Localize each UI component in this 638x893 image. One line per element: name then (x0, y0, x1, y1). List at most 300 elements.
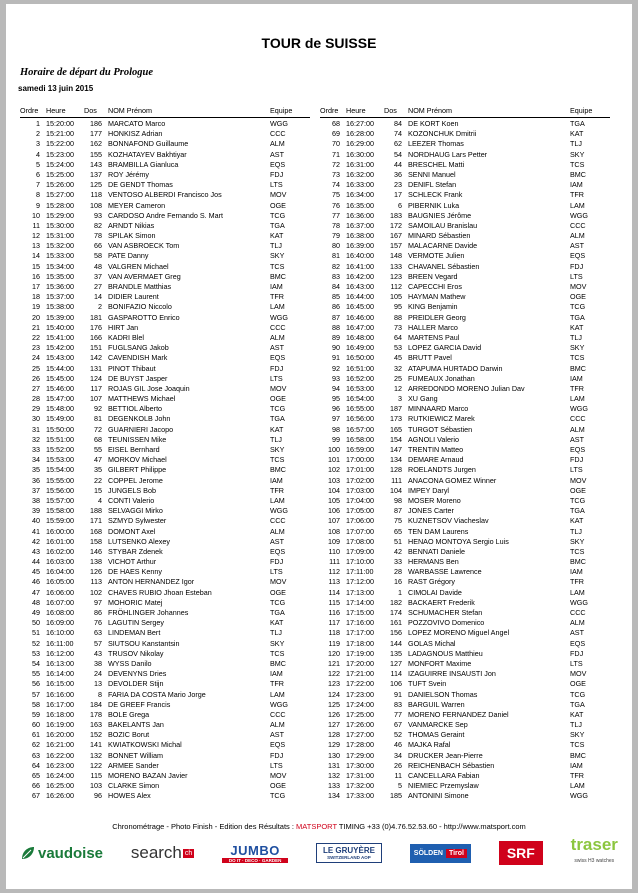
table-row (20, 516, 310, 526)
cell-ordre: 69 (332, 129, 340, 139)
cell-equipe: TCS (570, 740, 585, 750)
cell-equipe: EQS (270, 353, 286, 363)
cell-ordre: 133 (328, 781, 340, 791)
cell-heure: 16:42:00 (346, 271, 374, 281)
cell-ordre: 126 (328, 709, 340, 719)
table-row (320, 364, 610, 374)
cell-heure: 17:15:00 (346, 608, 374, 617)
cell-heure: 15:55:00 (46, 475, 74, 485)
header-ordre: Ordre (320, 106, 339, 115)
cell-equipe: TFR (270, 292, 284, 302)
table-row (320, 547, 610, 557)
cell-ordre: 109 (328, 536, 340, 546)
cell-dos: 67 (394, 720, 402, 730)
cell-heure: 16:28:00 (346, 129, 374, 139)
cell-nom: BARGUIL Warren (408, 699, 465, 709)
cell-dos: 181 (90, 312, 102, 322)
cell-ordre: 50 (32, 618, 40, 628)
cell-equipe: EQS (270, 740, 286, 750)
cell-dos: 24 (94, 669, 102, 679)
table-row (320, 527, 610, 537)
cell-heure: 16:49:00 (346, 343, 374, 353)
cell-dos: 183 (390, 210, 402, 220)
header-nom: NOM Prénom (108, 106, 152, 115)
cell-heure: 15:51:00 (46, 434, 74, 444)
cell-equipe: OGE (270, 587, 286, 597)
cell-ordre: 82 (332, 261, 340, 271)
cell-dos: 26 (394, 760, 402, 770)
table-row (20, 241, 310, 251)
cell-nom: BRUTT Pavel (408, 353, 452, 363)
gruyere-subline: SWITZERLAND AOP (327, 855, 371, 860)
cell-nom: DANIELSON Thomas (408, 689, 478, 699)
cell-equipe: TCG (270, 791, 286, 801)
table-row (320, 567, 610, 577)
cell-nom: PATE Danny (108, 251, 149, 261)
cell-equipe: TFR (570, 383, 584, 393)
cell-heure: 16:19:00 (46, 720, 74, 730)
cell-heure: 16:56:00 (346, 414, 374, 424)
table-row (20, 231, 310, 241)
cell-nom: BENNATI Daniele (408, 546, 465, 556)
cell-nom: BONIFAZIO Niccolo (108, 302, 172, 312)
cell-nom: VERMOTE Julien (408, 251, 465, 261)
cell-ordre: 115 (328, 597, 340, 607)
table-row (20, 618, 310, 628)
cell-dos: 13 (94, 679, 102, 689)
table-row (320, 771, 610, 781)
cell-heure: 16:55:00 (346, 404, 374, 414)
table-row (320, 496, 610, 506)
cell-nom: TUFT Svein (408, 679, 447, 689)
cell-nom: MORENO FERNANDEZ Daniel (408, 709, 509, 719)
cell-heure: 16:44:00 (346, 292, 374, 302)
cell-heure: 16:09:00 (46, 618, 74, 628)
cell-nom: MINARD Sébastien (408, 231, 471, 241)
cell-ordre: 21 (32, 322, 40, 332)
cell-heure: 16:33:00 (346, 180, 374, 190)
cell-ordre: 96 (332, 404, 340, 414)
cell-dos: 176 (90, 322, 102, 332)
cell-nom: TEN DAM Laurens (408, 526, 469, 536)
cell-dos: 184 (90, 699, 102, 709)
cell-ordre: 32 (32, 434, 40, 444)
cell-equipe: SKY (570, 149, 585, 159)
table-row (320, 302, 610, 312)
cell-heure: 17:16:00 (346, 618, 374, 628)
cell-heure: 16:21:00 (46, 740, 74, 750)
cell-ordre: 22 (32, 332, 40, 342)
table-row (320, 425, 610, 435)
cell-ordre: 60 (32, 720, 40, 730)
cell-dos: 73 (394, 322, 402, 332)
cell-dos: 166 (90, 332, 102, 342)
cell-equipe: TLJ (570, 332, 582, 342)
cell-nom: PREIDLER Georg (408, 312, 466, 322)
start-list (20, 106, 618, 816)
cell-nom: BRESCHEL Matti (408, 159, 465, 169)
cell-equipe: EQS (570, 251, 586, 261)
cell-equipe: SKY (570, 536, 585, 546)
cell-dos: 186 (90, 119, 102, 128)
cell-heure: 17:05:00 (346, 506, 374, 516)
cell-nom: BAUGNIES Jérôme (408, 210, 472, 220)
cell-equipe: CCC (270, 516, 286, 526)
sponsor-bar (20, 835, 618, 871)
cell-heure: 16:34:00 (346, 190, 374, 200)
cell-nom: LUTSENKO Alexey (108, 536, 170, 546)
table-row (320, 129, 610, 139)
cell-nom: NORDHAUG Lars Petter (408, 149, 488, 159)
table-row (20, 302, 310, 312)
cell-ordre: 94 (332, 383, 340, 393)
cell-dos: 36 (394, 169, 402, 179)
cell-heure: 17:22:00 (346, 679, 374, 689)
cell-equipe: TLJ (570, 139, 582, 149)
cell-equipe: LTS (270, 180, 283, 190)
cell-ordre: 74 (332, 180, 340, 190)
cell-heure: 15:44:00 (46, 363, 74, 373)
table-row (20, 496, 310, 506)
cell-equipe: MOV (270, 771, 287, 780)
cell-nom: DENIFL Stefan (408, 180, 457, 190)
cell-nom: KADRI Blel (108, 332, 144, 342)
cell-equipe: AST (270, 149, 284, 159)
cell-ordre: 95 (332, 394, 340, 404)
cell-ordre: 88 (332, 322, 340, 332)
cell-dos: 37 (94, 271, 102, 281)
cell-heure: 17:18:00 (346, 638, 374, 648)
cell-heure: 17:28:00 (346, 740, 374, 750)
cell-ordre: 71 (332, 149, 340, 159)
cell-heure: 17:27:00 (346, 730, 374, 740)
cell-ordre: 24 (32, 353, 40, 363)
cell-ordre: 120 (328, 648, 340, 658)
cell-equipe: MOV (570, 475, 587, 485)
cell-ordre: 12 (32, 231, 40, 241)
cell-heure: 15:43:00 (46, 353, 74, 363)
table-body (20, 119, 310, 802)
cell-nom: COPPEL Jerome (108, 475, 163, 485)
cell-equipe: ALM (270, 139, 285, 149)
cell-dos: 57 (94, 638, 102, 648)
cell-heure: 16:23:00 (46, 760, 74, 770)
table-row (20, 211, 310, 221)
table-row (320, 404, 610, 414)
table-row (20, 180, 310, 190)
cell-ordre: 90 (332, 343, 340, 353)
cell-dos: 142 (90, 353, 102, 363)
cell-ordre: 49 (32, 608, 40, 617)
table-row (20, 139, 310, 149)
cell-heure: 16:58:00 (346, 434, 374, 444)
sponsor-traser (571, 837, 618, 869)
table-row (320, 139, 610, 149)
cell-nom: HOWES Alex (108, 791, 151, 801)
cell-heure: 17:06:00 (346, 516, 374, 526)
cell-ordre: 86 (332, 302, 340, 312)
cell-dos: 65 (394, 526, 402, 536)
cell-nom: CARDOSO Andre Fernando S. Mart (108, 210, 224, 220)
cell-ordre: 10 (32, 210, 40, 220)
cell-ordre: 112 (328, 567, 340, 577)
cell-equipe: TCG (270, 210, 286, 220)
leaf-icon (20, 845, 36, 861)
cell-equipe: WGG (270, 699, 288, 709)
cell-dos: 27 (94, 282, 102, 291)
cell-equipe: IAM (570, 567, 583, 577)
table-row (320, 476, 610, 486)
cell-nom: GASPAROTTO Enrico (108, 312, 180, 322)
cell-equipe: KAT (570, 709, 584, 719)
table-header (20, 106, 310, 118)
cell-dos: 157 (390, 241, 402, 251)
cell-dos: 148 (390, 251, 402, 261)
cell-ordre: 87 (332, 312, 340, 322)
table-row (320, 170, 610, 180)
cell-equipe: OGE (270, 200, 286, 210)
cell-heure: 17:00:00 (346, 455, 374, 465)
cell-dos: 146 (90, 546, 102, 556)
cell-equipe: TFR (570, 577, 584, 587)
cell-equipe: TCG (570, 495, 586, 505)
cell-heure: 15:40:00 (46, 322, 74, 332)
cell-dos: 165 (390, 424, 402, 434)
cell-dos: 6 (398, 200, 402, 210)
cell-dos: 171 (90, 516, 102, 526)
cell-equipe: LAM (270, 302, 285, 312)
cell-ordre: 84 (332, 282, 340, 291)
cell-heure: 17:20:00 (346, 658, 374, 668)
cell-heure: 15:36:00 (46, 282, 74, 291)
cell-equipe: OGE (570, 485, 586, 495)
cell-nom: SELVAGGI Mirko (108, 506, 163, 516)
tirol-tag: Tirol (446, 849, 467, 858)
cell-nom: LOPEZ MORENO Miguel Angel (408, 628, 510, 638)
cell-heure: 17:04:00 (346, 495, 374, 505)
cell-nom: RAST Grégory (408, 577, 455, 587)
cell-equipe: IAM (270, 669, 283, 679)
cell-nom: KUZNETSOV Viacheslav (408, 516, 489, 526)
cell-dos: 133 (390, 261, 402, 271)
cell-equipe: TCG (270, 404, 286, 414)
cell-dos: 141 (90, 740, 102, 750)
cell-equipe: EQS (570, 445, 586, 454)
cell-equipe: BMC (270, 465, 286, 475)
cell-equipe: CCC (570, 608, 586, 617)
cell-equipe: OGE (270, 394, 286, 404)
cell-heure: 16:41:00 (346, 261, 374, 271)
cell-equipe: LTS (270, 760, 283, 770)
table-row (20, 781, 310, 791)
cell-equipe: TCS (270, 261, 285, 271)
cell-ordre: 99 (332, 434, 340, 444)
cell-equipe: TLJ (570, 526, 582, 536)
cell-nom: DRUCKER Jean-Pierre (408, 750, 483, 760)
cell-nom: DEMARE Arnaud (408, 455, 464, 465)
table-row (20, 771, 310, 781)
cell-heure: 17:30:00 (346, 760, 374, 770)
table-row (320, 618, 610, 628)
table-row (320, 720, 610, 730)
cell-heure: 16:13:00 (46, 658, 74, 668)
cell-heure: 16:54:00 (346, 394, 374, 404)
table-row (320, 710, 610, 720)
cell-equipe: CCC (570, 220, 586, 230)
table-body (320, 119, 610, 802)
cell-ordre: 19 (32, 302, 40, 312)
cell-nom: FRÖHLINGER Johannes (108, 608, 189, 617)
cell-ordre: 38 (32, 495, 40, 505)
cell-heure: 15:21:00 (46, 129, 74, 139)
table-row (20, 690, 310, 700)
cell-nom: LOPEZ GARCIA David (408, 343, 482, 353)
cell-ordre: 89 (332, 332, 340, 342)
header-dos: Dos (384, 106, 397, 115)
cell-heure: 16:15:00 (46, 679, 74, 689)
cell-dos: 151 (90, 343, 102, 353)
cell-ordre: 4 (36, 149, 40, 159)
document-page (6, 4, 632, 889)
cell-heure: 16:12:00 (46, 648, 74, 658)
cell-nom: DEVENYNS Dries (108, 669, 167, 679)
cell-dos: 182 (390, 597, 402, 607)
cell-equipe: TLJ (270, 241, 282, 251)
cell-dos: 48 (94, 261, 102, 271)
cell-equipe: TGA (570, 119, 585, 128)
cell-heure: 16:53:00 (346, 383, 374, 393)
cell-equipe: FDJ (270, 557, 284, 567)
cell-ordre: 73 (332, 169, 340, 179)
cell-nom: VANMARCKE Sep (408, 720, 468, 730)
cell-ordre: 42 (32, 536, 40, 546)
cell-nom: RUTKIEWICZ Marek (408, 414, 475, 424)
cell-ordre: 28 (32, 394, 40, 404)
cell-equipe: AST (270, 343, 284, 353)
table-row (320, 537, 610, 547)
cell-nom: CIMOLAI Davide (408, 587, 462, 597)
cell-equipe: CCC (270, 322, 286, 332)
cell-nom: DE KORT Koen (408, 119, 459, 128)
cell-heure: 17:25:00 (346, 709, 374, 719)
cell-equipe: AST (570, 628, 584, 638)
cell-equipe: WGG (270, 119, 288, 128)
start-table-right (320, 106, 610, 802)
jumbo-tagline: DO IT · DECO · GARDEN (222, 858, 288, 863)
cell-dos: 52 (394, 730, 402, 740)
cell-nom: MORENO BAZAN Javier (108, 771, 188, 780)
cell-nom: MINNAARD Marco (408, 404, 469, 414)
cell-heure: 15:59:00 (46, 516, 74, 526)
cell-ordre: 7 (36, 180, 40, 190)
cell-ordre: 107 (328, 516, 340, 526)
srf-wordmark: SRF (506, 845, 535, 861)
cell-dos: 106 (390, 679, 402, 689)
cell-dos: 108 (90, 200, 102, 210)
table-row (320, 201, 610, 211)
cell-heure: 15:41:00 (46, 332, 74, 342)
cell-dos: 177 (90, 129, 102, 139)
cell-dos: 72 (94, 424, 102, 434)
cell-ordre: 40 (32, 516, 40, 526)
cell-heure: 15:39:00 (46, 312, 74, 322)
table-row (20, 608, 310, 618)
cell-ordre: 91 (332, 353, 340, 363)
cell-ordre: 113 (328, 577, 340, 587)
cell-nom: CHAVES RUBIO Jhoan Esteban (108, 587, 212, 597)
cell-ordre: 17 (32, 282, 40, 291)
cell-heure: 17:17:00 (346, 628, 374, 638)
cell-dos: 104 (390, 485, 402, 495)
cell-ordre: 25 (32, 363, 40, 373)
cell-dos: 76 (94, 618, 102, 628)
cell-nom: STYBAR Zdenek (108, 546, 163, 556)
cell-nom: MOHORIC Matej (108, 597, 163, 607)
cell-nom: DEGENKOLB John (108, 414, 171, 424)
cell-ordre: 64 (32, 760, 40, 770)
cell-equipe: LTS (270, 567, 283, 577)
header-ordre: Ordre (20, 106, 39, 115)
cell-ordre: 5 (36, 159, 40, 169)
cell-dos: 68 (94, 434, 102, 444)
table-row (320, 740, 610, 750)
cell-ordre: 31 (32, 424, 40, 434)
cell-heure: 15:35:00 (46, 271, 74, 281)
cell-ordre: 122 (328, 669, 340, 679)
cell-equipe: WGG (570, 597, 588, 607)
cell-dos: 185 (390, 791, 402, 801)
cell-heure: 17:13:00 (346, 587, 374, 597)
cell-nom: MARTENS Paul (408, 332, 460, 342)
table-row (20, 414, 310, 424)
cell-heure: 17:10:00 (346, 557, 374, 567)
cell-heure: 16:04:00 (46, 567, 74, 577)
cell-heure: 16:24:00 (46, 771, 74, 780)
page-title: TOUR de SUISSE (261, 35, 377, 51)
table-row (20, 476, 310, 486)
cell-heure: 17:03:00 (346, 485, 374, 495)
cell-dos: 14 (94, 292, 102, 302)
cell-heure: 17:02:00 (346, 475, 374, 485)
table-row (20, 649, 310, 659)
table-row (320, 445, 610, 455)
cell-heure: 17:19:00 (346, 648, 374, 658)
cell-ordre: 123 (328, 679, 340, 689)
cell-heure: 16:20:00 (46, 730, 74, 740)
cell-heure: 16:32:00 (346, 169, 374, 179)
table-row (320, 231, 610, 241)
cell-heure: 17:09:00 (346, 546, 374, 556)
table-row (20, 669, 310, 679)
cell-heure: 16:50:00 (346, 353, 374, 363)
cell-equipe: BMC (570, 750, 586, 760)
cell-nom: MARCATO Marco (108, 119, 166, 128)
cell-dos: 63 (94, 628, 102, 638)
cell-dos: 103 (90, 781, 102, 791)
cell-ordre: 52 (32, 638, 40, 648)
cell-ordre: 125 (328, 699, 340, 709)
cell-dos: 38 (94, 658, 102, 668)
table-row (20, 129, 310, 139)
cell-dos: 127 (390, 658, 402, 668)
table-row (320, 180, 610, 190)
cell-heure: 15:37:00 (46, 292, 74, 302)
table-row (320, 791, 610, 801)
cell-nom: BONNET William (108, 750, 163, 760)
cell-dos: 82 (94, 220, 102, 230)
cell-dos: 168 (90, 526, 102, 536)
table-row (20, 292, 310, 302)
